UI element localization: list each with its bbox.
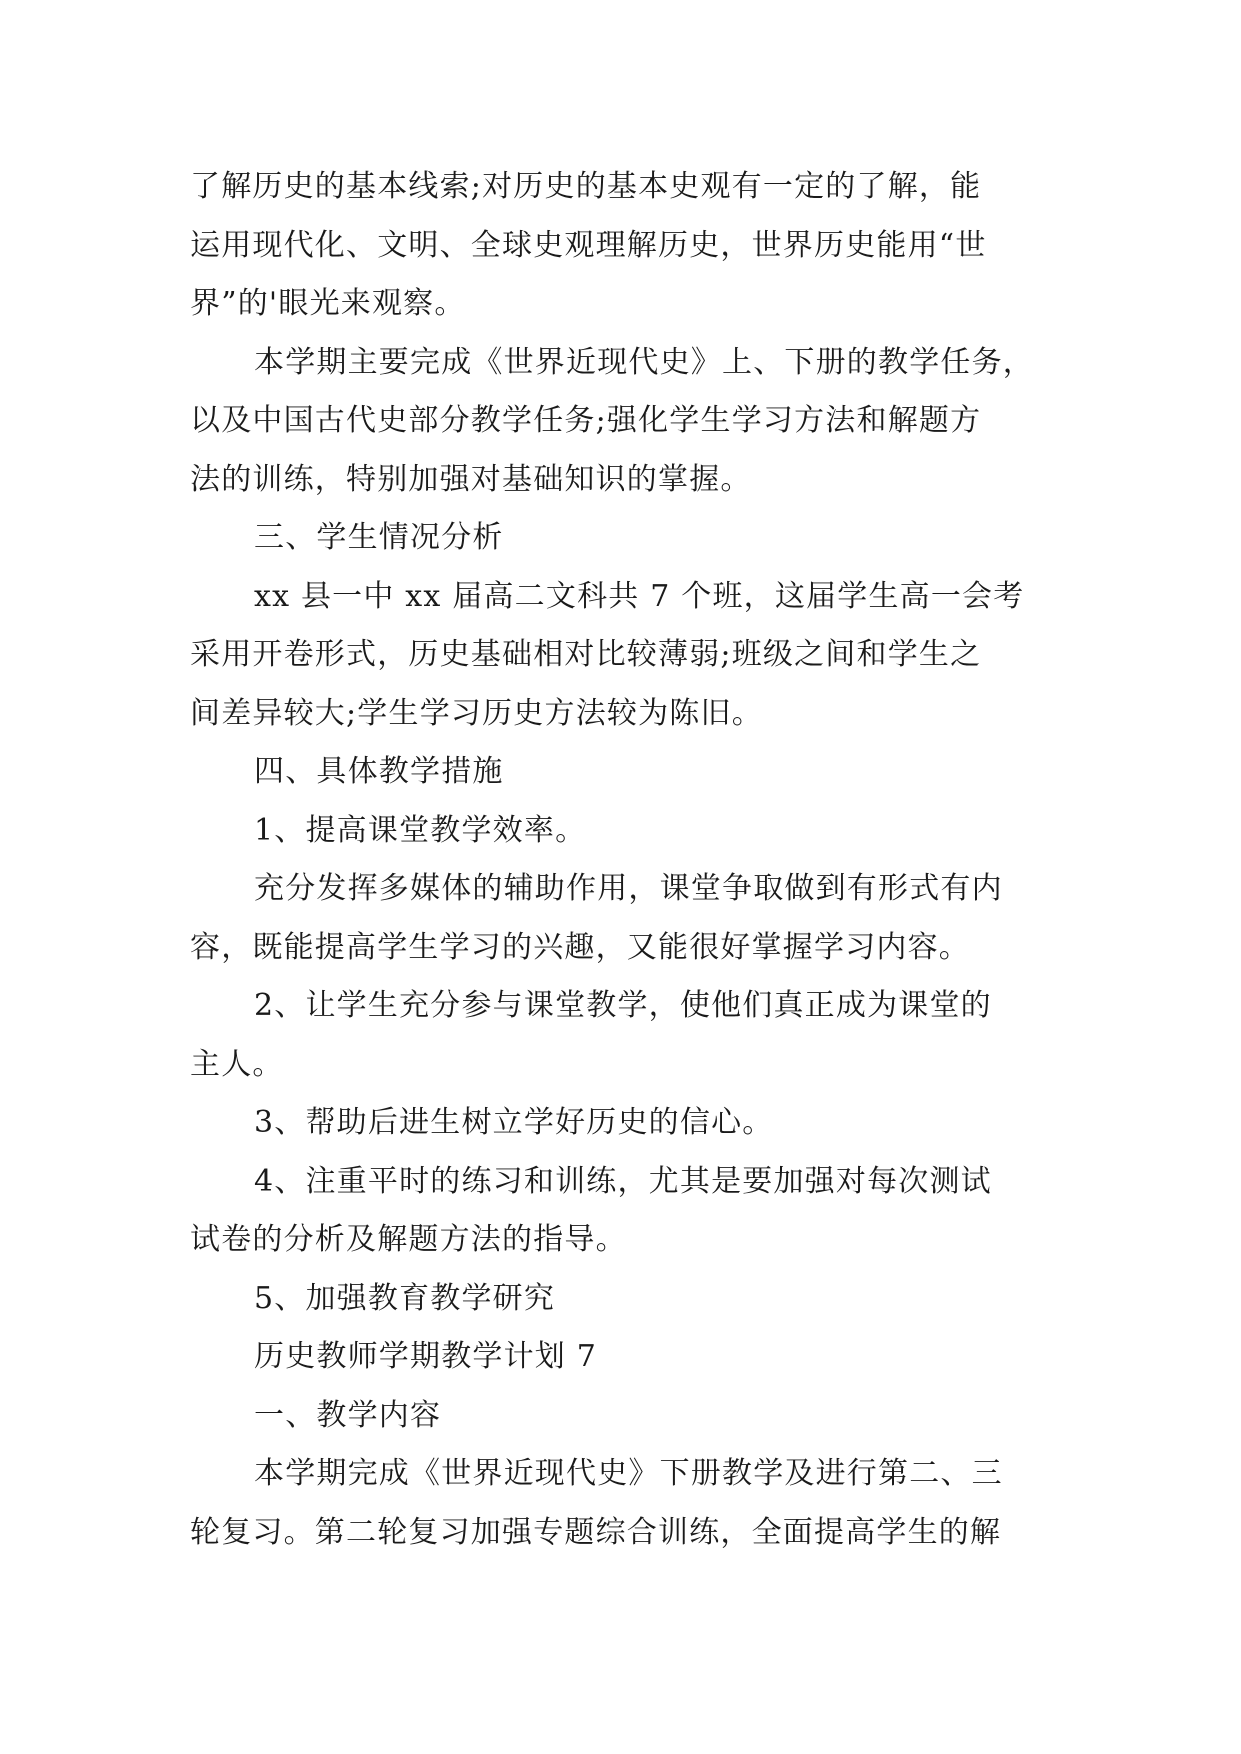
list-item-2: [190, 977, 1050, 1094]
text-line: 采用开卷形式，历史基础相对比较薄弱;班级之间和学生之: [190, 637, 982, 672]
text-line: 间差异较大;学生学习历史方法较为陈旧。: [190, 695, 763, 731]
text-line: 法的训练，特别加强对基础知识的掌握。: [190, 461, 752, 497]
text-line: 3、帮助后进生树立学好历史的信心。: [254, 1105, 774, 1140]
text-line: 本学期主要完成《世界近现代史》上、下册的教学任务，: [254, 344, 1034, 380]
text-line: 三、学生情况分析: [254, 520, 504, 555]
text-line: 5、加强教育教学研究: [254, 1280, 556, 1316]
text-line: 运用现代化、文明、全球史观理解历史，世界历史能用“世: [190, 227, 987, 263]
text-line: 四、具体教学措施: [254, 754, 504, 789]
text-line: 了解历史的基本线索;对历史的基本史观有一定的了解，能: [190, 169, 982, 204]
list-item-4: [190, 1153, 1050, 1270]
list-item-3: [190, 1094, 1050, 1153]
text-line: xx 县一中 xx 届高二文科共 7 个班，这届学生高一会考: [254, 578, 1025, 614]
text-line: 以及中国古代史部分教学任务;强化学生学习方法和解题方: [190, 403, 982, 438]
text-line: 2、让学生充分参与课堂教学，使他们真正成为课堂的: [254, 988, 992, 1023]
list-item-1: [190, 802, 1050, 861]
text-line: 本学期完成《世界近现代史》下册教学及进行第二、三: [254, 1456, 1003, 1491]
paragraph-review-plan: [190, 1445, 1050, 1562]
text-line: 1、提高课堂教学效率。: [254, 812, 587, 848]
text-line: 试卷的分析及解题方法的指导。: [190, 1222, 627, 1257]
text-line: 轮复习。第二轮复习加强专题综合训练，全面提高学生的解: [190, 1514, 1002, 1550]
document-body: [190, 158, 1050, 1562]
text-line: 主人。: [190, 1046, 284, 1082]
paragraph-student-situation: [190, 568, 1050, 744]
paragraph-historical-views: [190, 158, 1050, 334]
text-line: 4、注重平时的练习和训练，尤其是要加强对每次测试: [254, 1163, 992, 1199]
section-heading-teaching-content: [190, 1387, 1050, 1446]
paragraph-semester-tasks: [190, 334, 1050, 510]
section-heading-teaching-measures: [190, 743, 1050, 802]
text-line: 容，既能提高学生学习的兴趣，又能很好掌握学习内容。: [190, 929, 970, 965]
text-line: 历史教师学期教学计划 7: [254, 1339, 598, 1374]
text-line: 充分发挥多媒体的辅助作用，课堂争取做到有形式有内: [254, 871, 1003, 906]
text-line: 界”的'眼光来观察。: [190, 286, 466, 321]
text-line: 一、教学内容: [254, 1397, 442, 1433]
paragraph-multimedia: [190, 860, 1050, 977]
document-section-title: [190, 1328, 1050, 1387]
section-heading-student-analysis: [190, 509, 1050, 568]
list-item-5: [190, 1270, 1050, 1329]
